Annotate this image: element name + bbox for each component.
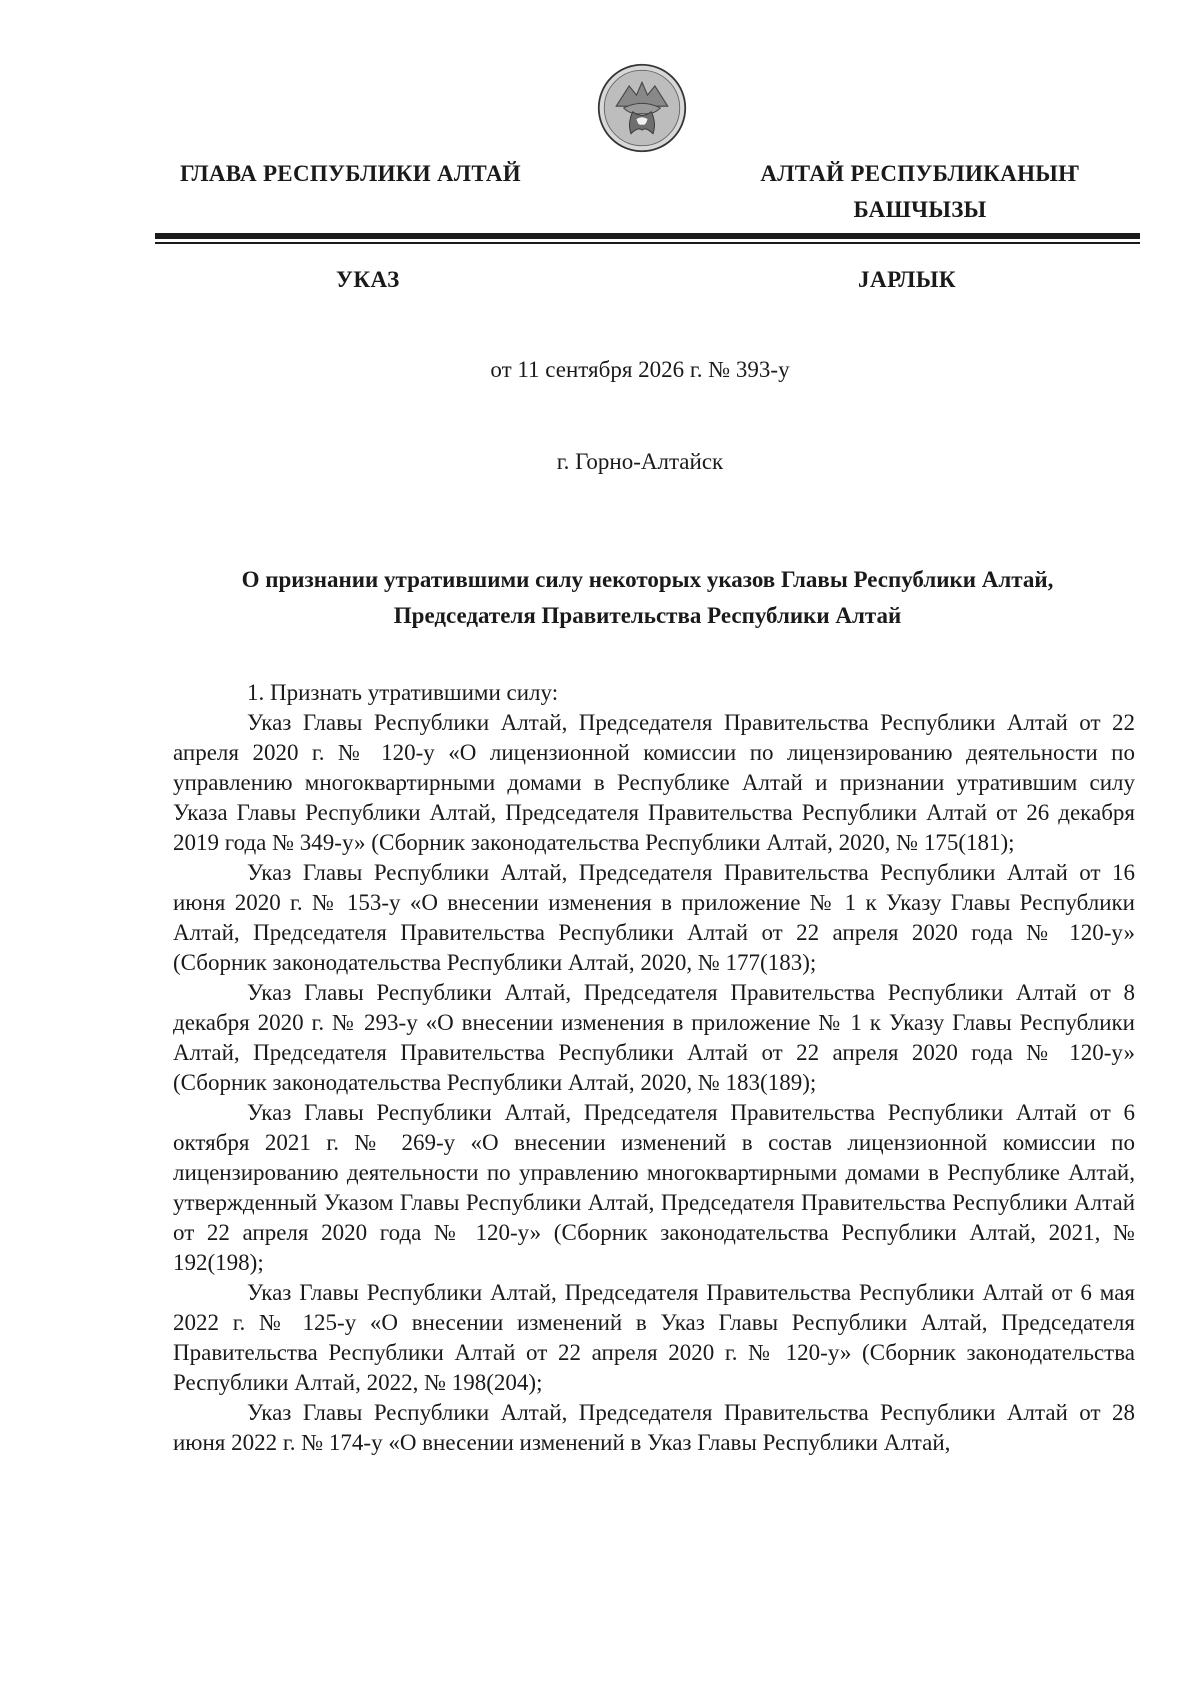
- doc-type-right: ЈАРЛЫК: [858, 267, 957, 292]
- body-paragraph: Указ Главы Республики Алтай, Председателя Правительства Республики Алтай от 22 апреля 2020 г. № 120-у «О лицензионной комиссии по лицензированию деятельности по управлению многоквартирными домами в Республике Алтай и признании утратившим силу Указа Главы Республики Алтай, Председателя Правительства Республики Алтай от 26 декабря 2019 года № 349-у» (Сборник законодательства Республики Алтай, 2020, № 175(181);: [173, 710, 1135, 855]
- body-paragraph: Указ Главы Республики Алтай, Председателя Правительства Республики Алтай от 8 декабря 2020 г. № 293-у «О внесении изменения в приложение № 1 к Указу Главы Республики Алтай, Председателя Правительства Республики Алтай от 22 апреля 2020 года № 120-у» (Сборник законодательства Республики Алтай, 2020, № 183(189);: [173, 980, 1135, 1095]
- altai-republic-coat-of-arms-icon: [596, 62, 688, 154]
- document-title: [170, 562, 1125, 634]
- header-right-title-line1: АЛТАЙ РЕСПУБЛИКАНЫҤ: [760, 161, 1080, 186]
- document-date: от 11 сентября 2026 г. № 393-у: [490, 357, 790, 382]
- body-paragraph: Указ Главы Республики Алтай, Председателя Правительства Республики Алтай от 28 июня 2022 г. № 174-у «О внесении изменений в Указ Главы Республики Алтай,: [173, 1400, 1135, 1455]
- header-left-title: ГЛАВА РЕСПУБЛИКИ АЛТАЙ: [180, 161, 521, 186]
- document-city: г. Горно-Алтайск: [556, 449, 724, 474]
- document-body: [173, 678, 1135, 1458]
- header-divider-thick: [155, 233, 1140, 239]
- header-right-title: [740, 156, 1100, 228]
- document-title-line1: О признании утратившими силу некоторых указов Главы Республики Алтай,: [241, 567, 1054, 592]
- body-paragraph: 1. Признать утратившими силу:: [247, 680, 559, 705]
- header-right-title-line2: БАШЧЫЗЫ: [853, 197, 987, 222]
- body-paragraph: Указ Главы Республики Алтай, Председателя Правительства Республики Алтай от 6 мая 2022 г. № 125-у «О внесении изменений в Указ Главы Республики Алтай, Председателя Правительства Республики Алтай от 22 апреля 2020 г. № 120-у» (Сборник законодательства Республики Алтай, 2022, № 198(204);: [173, 1280, 1135, 1395]
- doc-type-left: УКАЗ: [336, 267, 400, 292]
- document-title-line2: Председателя Правительства Республики Алтай: [393, 603, 902, 628]
- body-paragraph: Указ Главы Республики Алтай, Председателя Правительства Республики Алтай от 16 июня 2020 г. № 153-у «О внесении изменения в приложение № 1 к Указу Главы Республики Алтай, Председателя Правительства Республики Алтай от 22 апреля 2020 года № 120-у» (Сборник законодательства Республики Алтай, 2020, № 177(183);: [173, 860, 1135, 975]
- header-divider-thin: [155, 242, 1140, 244]
- body-paragraph: Указ Главы Республики Алтай, Председателя Правительства Республики Алтай от 6 октября 2021 г. № 269-у «О внесении изменений в состав лицензионной комиссии по лицензированию деятельности по управлению многоквартирными домами в Республике Алтай, утвержденный Указом Главы Республики Алтай, Председателя Правительства Республики Алтай от 22 апреля 2020 года № 120-у» (Сборник законодательства Республики Алтай, 2021, № 192(198);: [173, 1100, 1135, 1275]
